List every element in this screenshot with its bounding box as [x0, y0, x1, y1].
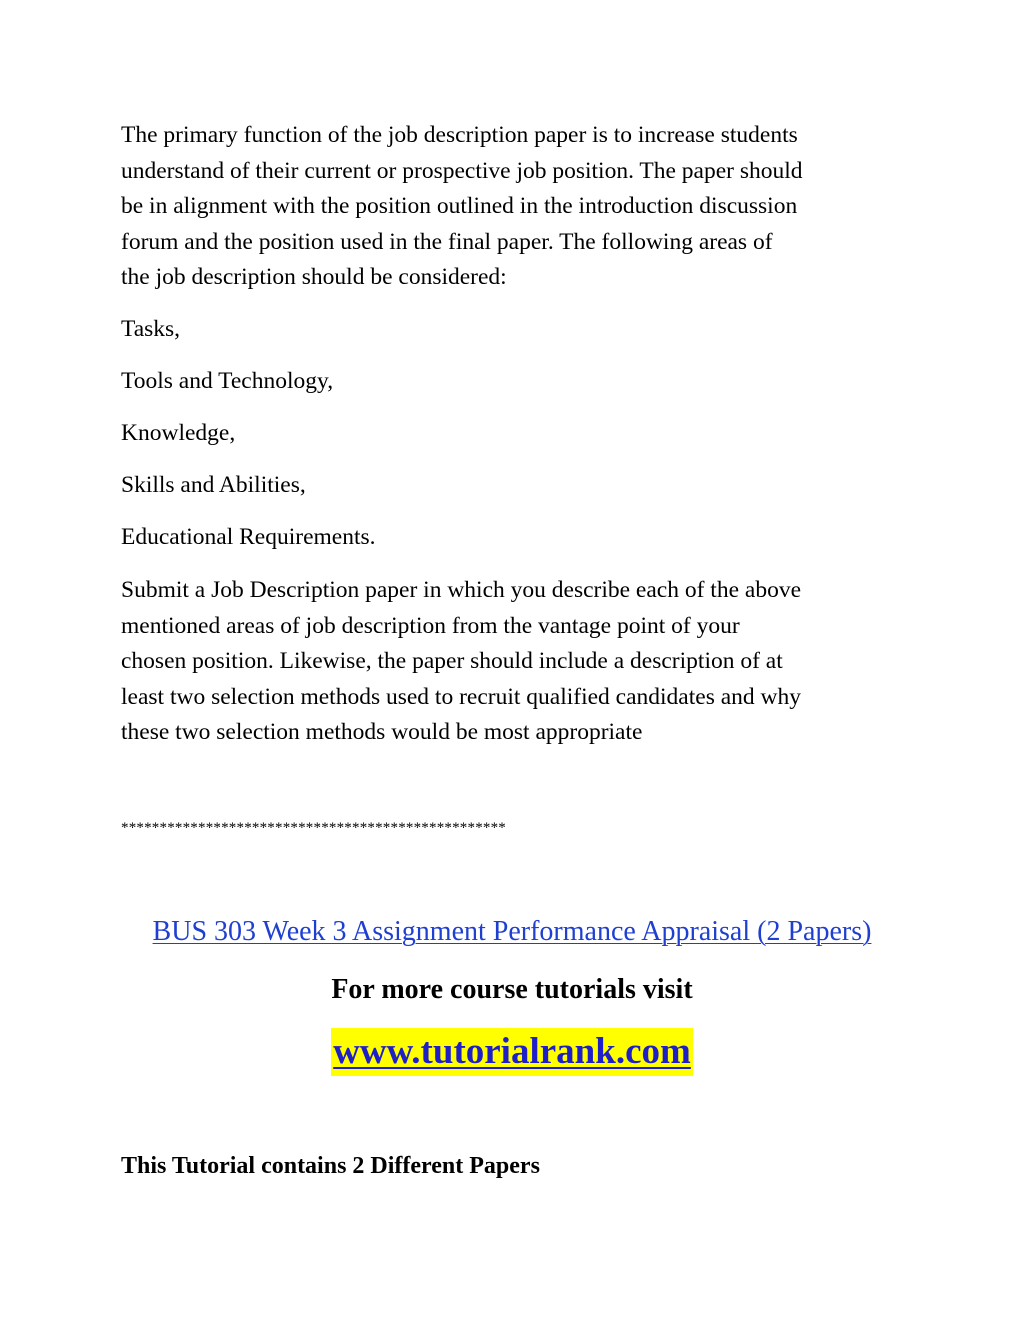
submit-paragraph — [121, 573, 911, 751]
submit-line: Submit a Job Description paper in which you describe each of the above — [121, 577, 801, 603]
submit-line: least two selection methods used to recruit qualified candidates and why — [121, 683, 801, 710]
area-item-education: Educational Requirements. — [121, 524, 376, 550]
separator-stars: ************************************************** — [121, 820, 506, 836]
site-link-line — [0, 1028, 1024, 1076]
course-link[interactable]: BUS 303 Week 3 Assignment Performance Appraisal (2 Papers) — [152, 916, 872, 947]
intro-line: the job description should be considered: — [121, 264, 507, 290]
submit-line: these two selection methods would be most appropriate — [121, 719, 643, 745]
more-tutorials-heading: For more course tutorials visit — [331, 974, 693, 1005]
area-item-skills: Skills and Abilities, — [121, 472, 306, 498]
intro-line: be in alignment with the position outlined in the introduction discussion — [121, 193, 798, 219]
submit-line: chosen position. Likewise, the paper should include a description of at — [121, 648, 783, 674]
contains-heading: This Tutorial contains 2 Different Papers — [121, 1153, 540, 1179]
site-link[interactable]: www.tutorialrank.com — [331, 1028, 693, 1076]
intro-line: understand of their current or prospective job position. The paper should — [121, 157, 803, 184]
area-item-tools: Tools and Technology, — [121, 368, 334, 394]
area-item-tasks: Tasks, — [121, 316, 181, 342]
intro-paragraph — [121, 118, 911, 296]
intro-line: The primary function of the job description paper is to increase students — [121, 122, 798, 148]
course-link-line — [0, 914, 1024, 950]
area-item-knowledge: Knowledge, — [121, 420, 236, 446]
intro-line: forum and the position used in the final paper. The following areas of — [121, 228, 773, 255]
submit-line: mentioned areas of job description from the vantage point of your — [121, 612, 740, 639]
